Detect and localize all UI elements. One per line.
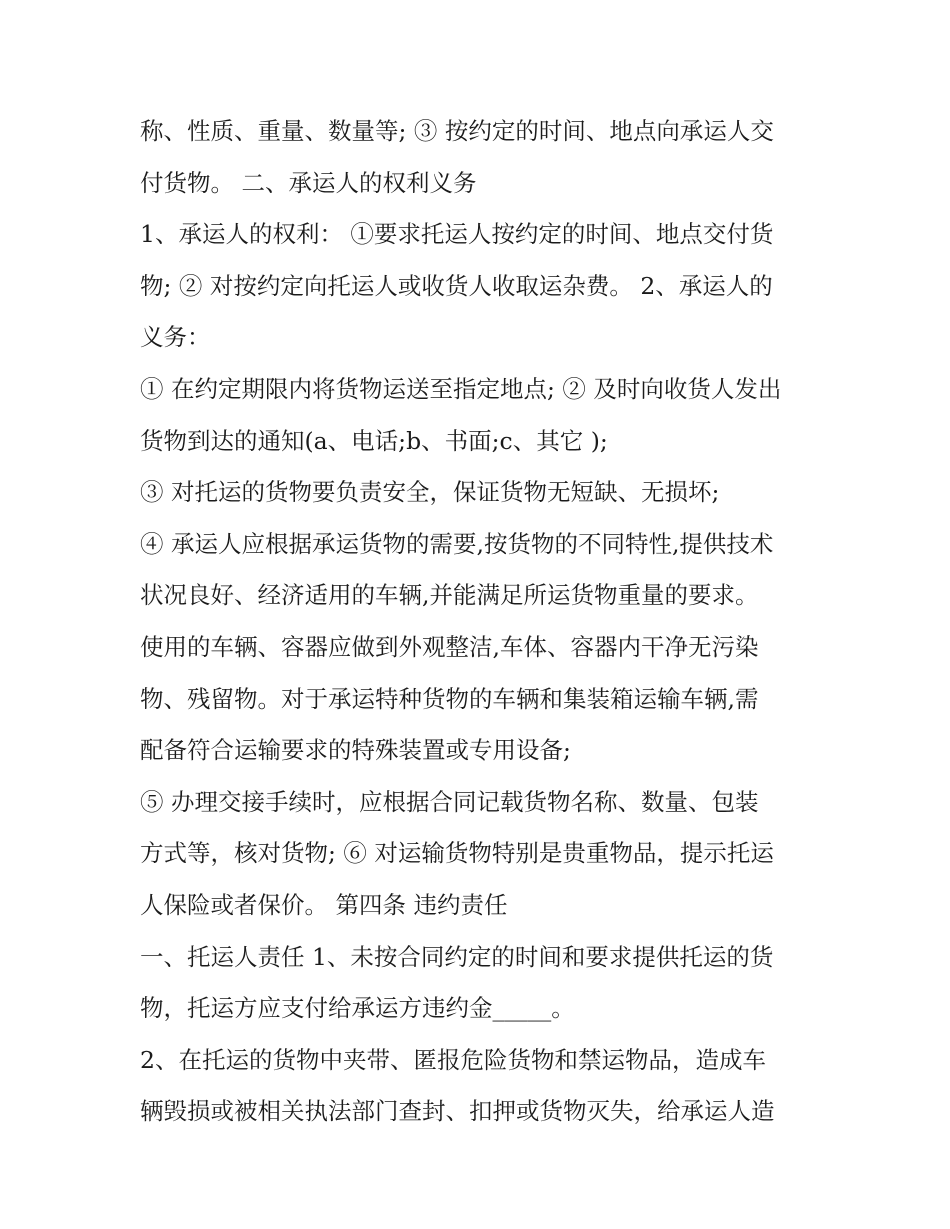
text-line: ③ 对托运的货物要负责安全，保证货物无短缺、无损坏; (140, 478, 720, 507)
document-page (140, 106, 820, 1138)
text-line: 辆毁损或被相关执法部门查封、扣押或货物灭失，给承运人造 (140, 1097, 775, 1126)
text-line: ① 在约定期限内将货物运送至指定地点; ② 及时向收货人发出 (140, 374, 782, 403)
text-line: ⑤ 办理交接手续时，应根据合同记载货物名称、数量、包装 (140, 787, 759, 816)
text-line: 配备符合运输要求的特殊装置或专用设备; (140, 736, 571, 765)
text-line: 状况良好、经济适用的车辆,并能满足所运货物重量的要求。 (140, 581, 759, 610)
text-line: 人保险或者保价。 第四条 违约责任 (140, 890, 508, 919)
text-line: ④ 承运人应根据承运货物的需要,按货物的不同特性,提供技术 (140, 529, 774, 558)
text-line: 称、性质、重量、数量等; ③ 按约定的时间、地点向承运人交 (140, 117, 774, 145)
text-line: 物，托运方应支付给承运方违约金_____。 (140, 994, 575, 1023)
text-line: 货物到达的通知(a、电话;b、书面;c、其它 ); (140, 426, 608, 455)
text-line: 方式等，核对货物; ⑥ 对运输货物特别是贵重物品，提示托运 (140, 839, 774, 868)
text-line: 物、残留物。对于承运特种货物的车辆和集装箱运输车辆,需 (140, 684, 759, 713)
text-line: 2、在托运的货物中夹带、匿报危险货物和禁运物品，造成车 (140, 1045, 766, 1074)
text-line: 一、托运人责任 1、未按合同约定的时间和要求提供托运的货 (140, 942, 774, 971)
text-line: 1、承运人的权利： ①要求托运人按约定的时间、地点交付货 (140, 220, 774, 249)
text-line: 物; ② 对按约定向托运人或收货人收取运杂费。 2、承运人的 (140, 271, 773, 300)
text-line: 义务： (140, 323, 211, 352)
text-line: 付货物。 二、承运人的权利义务 (140, 168, 477, 197)
text-line: 使用的车辆、容器应做到外观整洁,车体、容器内干净无污染 (140, 632, 759, 661)
